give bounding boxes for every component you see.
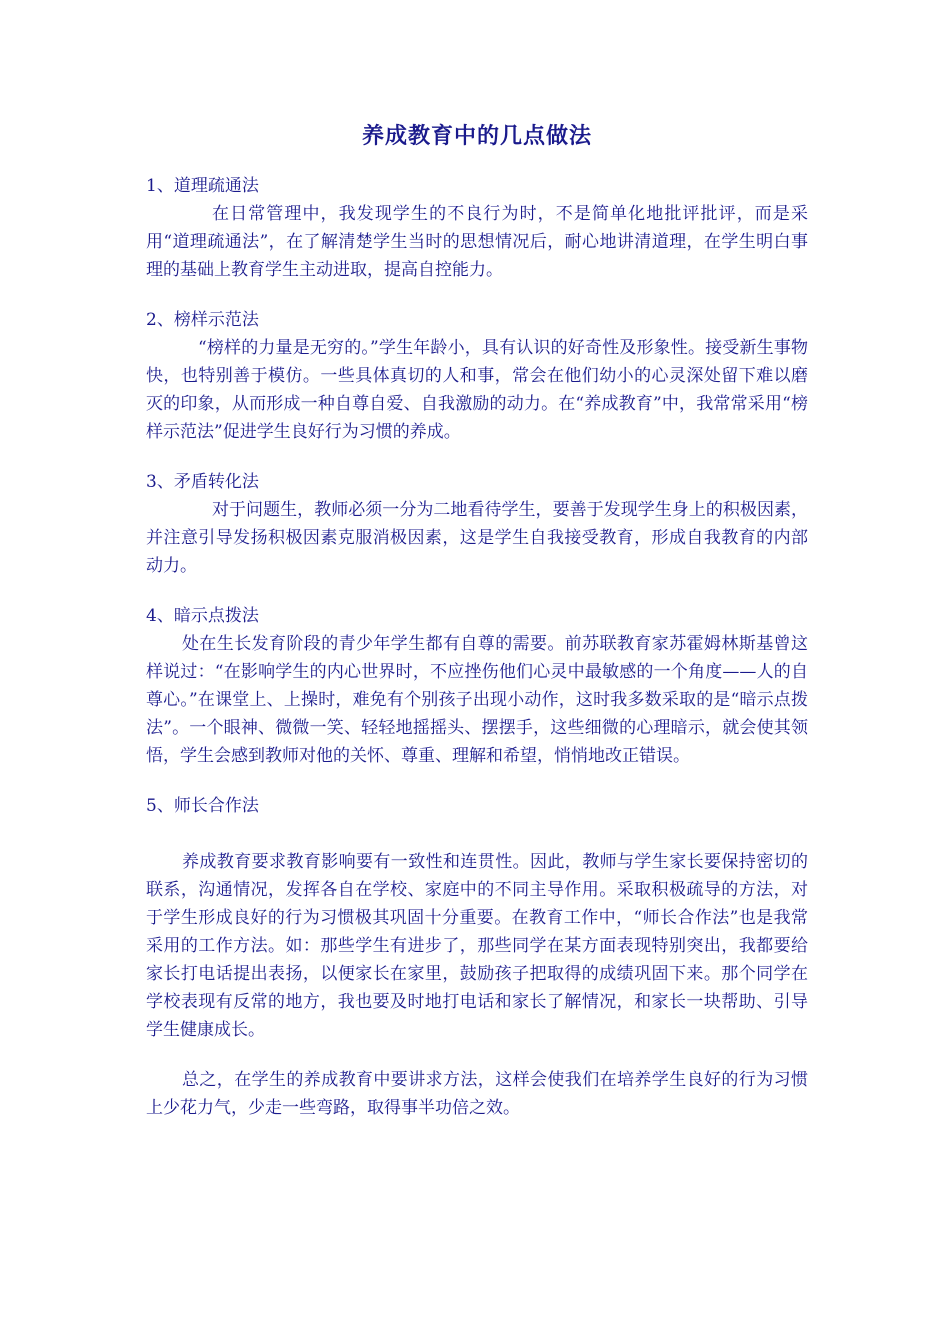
section-paragraph: “榜样的力量是无穷的。”学生年龄小，具有认识的好奇性及形象性。接受新生事物快，也特别善于模仿。一些具体真切的人和事，常会在他们幼小的心灵深处留下难以磨灭的印象，从而形成一种自尊自爱、自我激励的动力。在“养成教育”中，我常常采用“榜样示范法”促进学生良好行为习惯的养成。 [146,338,808,442]
section-heading: 2、榜样示范法 [146,310,259,330]
document-page [146,118,808,1122]
section-3 [146,468,808,580]
section-4 [146,602,808,770]
conclusion-paragraph: 总之，在学生的养成教育中要讲求方法，这样会使我们在培养学生良好的行为习惯上少花力气，少走一些弯路，取得事半功倍之效。 [146,1070,808,1118]
section-2 [146,306,808,446]
section-heading: 3、矛盾转化法 [146,472,259,492]
section-1 [146,172,808,284]
section-5 [146,792,808,1044]
section-paragraph: 处在生长发育阶段的青少年学生都有自尊的需要。前苏联教育家苏霍姆林斯基曾这样说过：“在影响学生的内心世界时，不应挫伤他们心灵中最敏感的一个角度——人的自尊心。”在课堂上、上操时，难免有个别孩子出现小动作，这时我多数采取的是“暗示点拨法”。一个眼神、微微一笑、轻轻地摇摇头、摆摆手，这些细微的心理暗示，就会使其领悟，学生会感到教师对他的关怀、尊重、理解和希望，悄悄地改正错误。 [146,634,808,766]
section-paragraph: 在日常管理中，我发现学生的不良行为时，不是简单化地批评批评，而是采用“道理疏通法”，在了解清楚学生当时的思想情况后，耐心地讲清道理，在学生明白事理的基础上教育学生主动进取，提高自控能力。 [146,204,808,280]
section-paragraph: 对于问题生，教师必须一分为二地看待学生，要善于发现学生身上的积极因素，并注意引导发扬积极因素克服消极因素，这是学生自我接受教育，形成自我教育的内部动力。 [146,500,808,576]
section-heading: 4、暗示点拨法 [146,606,259,626]
section-heading: 1、道理疏通法 [146,176,259,196]
section-heading: 5、师长合作法 [146,796,259,816]
section-paragraph: 养成教育要求教育影响要有一致性和连贯性。因此，教师与学生家长要保持密切的联系，沟通情况，发挥各自在学校、家庭中的不同主导作用。采取积极疏导的方法，对于学生形成良好的行为习惯极其巩固十分重要。在教育工作中，“师长合作法”也是我常采用的工作方法。如：那些学生有进步了，那些同学在某方面表现特别突出，我都要给家长打电话提出表扬，以便家长在家里，鼓励孩子把取得的成绩巩固下来。那个同学在学校表现有反常的地方，我也要及时地打电话和家长了解情况，和家长一块帮助、引导学生健康成长。 [146,852,808,1040]
document-title: 养成教育中的几点做法 [361,123,592,149]
